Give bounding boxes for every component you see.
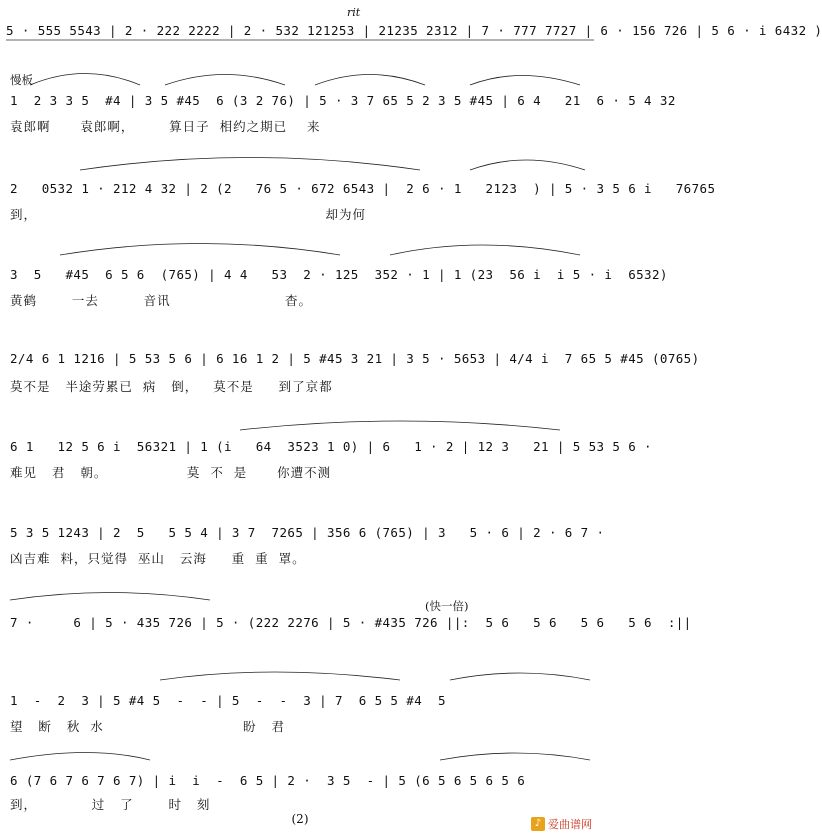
- tempo-marking: rit: [347, 6, 361, 19]
- page-number: (2): [291, 812, 309, 826]
- line-9-notes: 6 (7 6 7 6 7 6 7) | i i - 6 5 | 2 · 3 5 - | 5 (6 5 6 5 6 5 6: [10, 773, 526, 788]
- line-1-lyrics: 袁郎啊 袁郎啊， 算日子 相约之期已 来: [10, 119, 321, 134]
- line-8-lyrics: 望 断 秋 水 盼 君: [10, 719, 285, 734]
- line-8-notes: 1 - 2 3 | 5 #4 5 - - | 5 - - 3 | 7 6 5 5 #4 5: [10, 693, 446, 708]
- line-4-notes: 2/4 6 1 1216 | 5 53 5 6 | 6 16 1 2 | 5 #45 3 21 | 3 5 · 5653 | 4/4 i 7 65 5 #45 (0765): [10, 351, 700, 366]
- watermark-logo: [531, 816, 592, 832]
- line-1-marking: 慢板: [10, 73, 33, 87]
- music-note-icon: ♪: [531, 817, 545, 831]
- line-7-notes: 7 · 6 | 5 · 435 726 | 5 · (222 2276 | 5 · #435 726 ||: 5 6 5 6 5 6 5 6 :||: [10, 615, 692, 630]
- watermark-text: 爱曲谱网: [548, 818, 592, 831]
- line-4-lyrics: 莫不是 半途劳累已 病 倒， 莫不是 到了京都: [10, 379, 333, 394]
- line-5-notes: 6 1 12 5 6 i 56321 | 1 (i 64 3523 1 0) | 6 1 · 2 | 12 3 21 | 5 53 5 6 ·: [10, 439, 652, 454]
- line-1-notes: 1 2 3 3 5 #4 | 3 5 #45 6 (3 2 76) | 5 · 3 7 65 5 2 3 5 #45 | 6 4 21 6 · 5 4 32: [10, 93, 676, 108]
- line-7-marking: (快一倍): [425, 599, 469, 613]
- intro-notes: 5 · 555 5543 | 2 · 222 2222 | 2 · 532 121253 | 21235 2312 | 7 · 777 7727 | 6 · 156 726 | 5 6 · i 6432 ): [6, 23, 822, 38]
- line-2-lyrics: 到， 却为何: [10, 207, 366, 222]
- line-6-lyrics: 凶吉难 料，只觉得 巫山 云海 重 重 罩。: [10, 551, 306, 566]
- line-6-notes: 5 3 5 1243 | 2 5 5 5 4 | 3 7 7265 | 356 6 (765) | 3 5 · 6 | 2 · 6 7 ·: [10, 525, 605, 540]
- line-3-notes: 3 5 #45 6 5 6 (765) | 4 4 53 2 · 125 352 · 1 | 1 (23 56 i i 5 · i 6532): [10, 267, 668, 282]
- line-2-notes: 2 0532 1 · 212 4 32 | 2 (2 76 5 · 672 6543 | 2 6 · 1 2123 ) | 5 · 3 5 6 i 76765: [10, 181, 716, 196]
- line-9-lyrics: 到， 过 了 时 刻: [10, 797, 211, 812]
- line-3-lyrics: 黄鹤 一去 音讯 杳。: [10, 293, 312, 308]
- line-5-lyrics: 难见 君 朝。 莫 不 是 你遭不测: [10, 465, 332, 480]
